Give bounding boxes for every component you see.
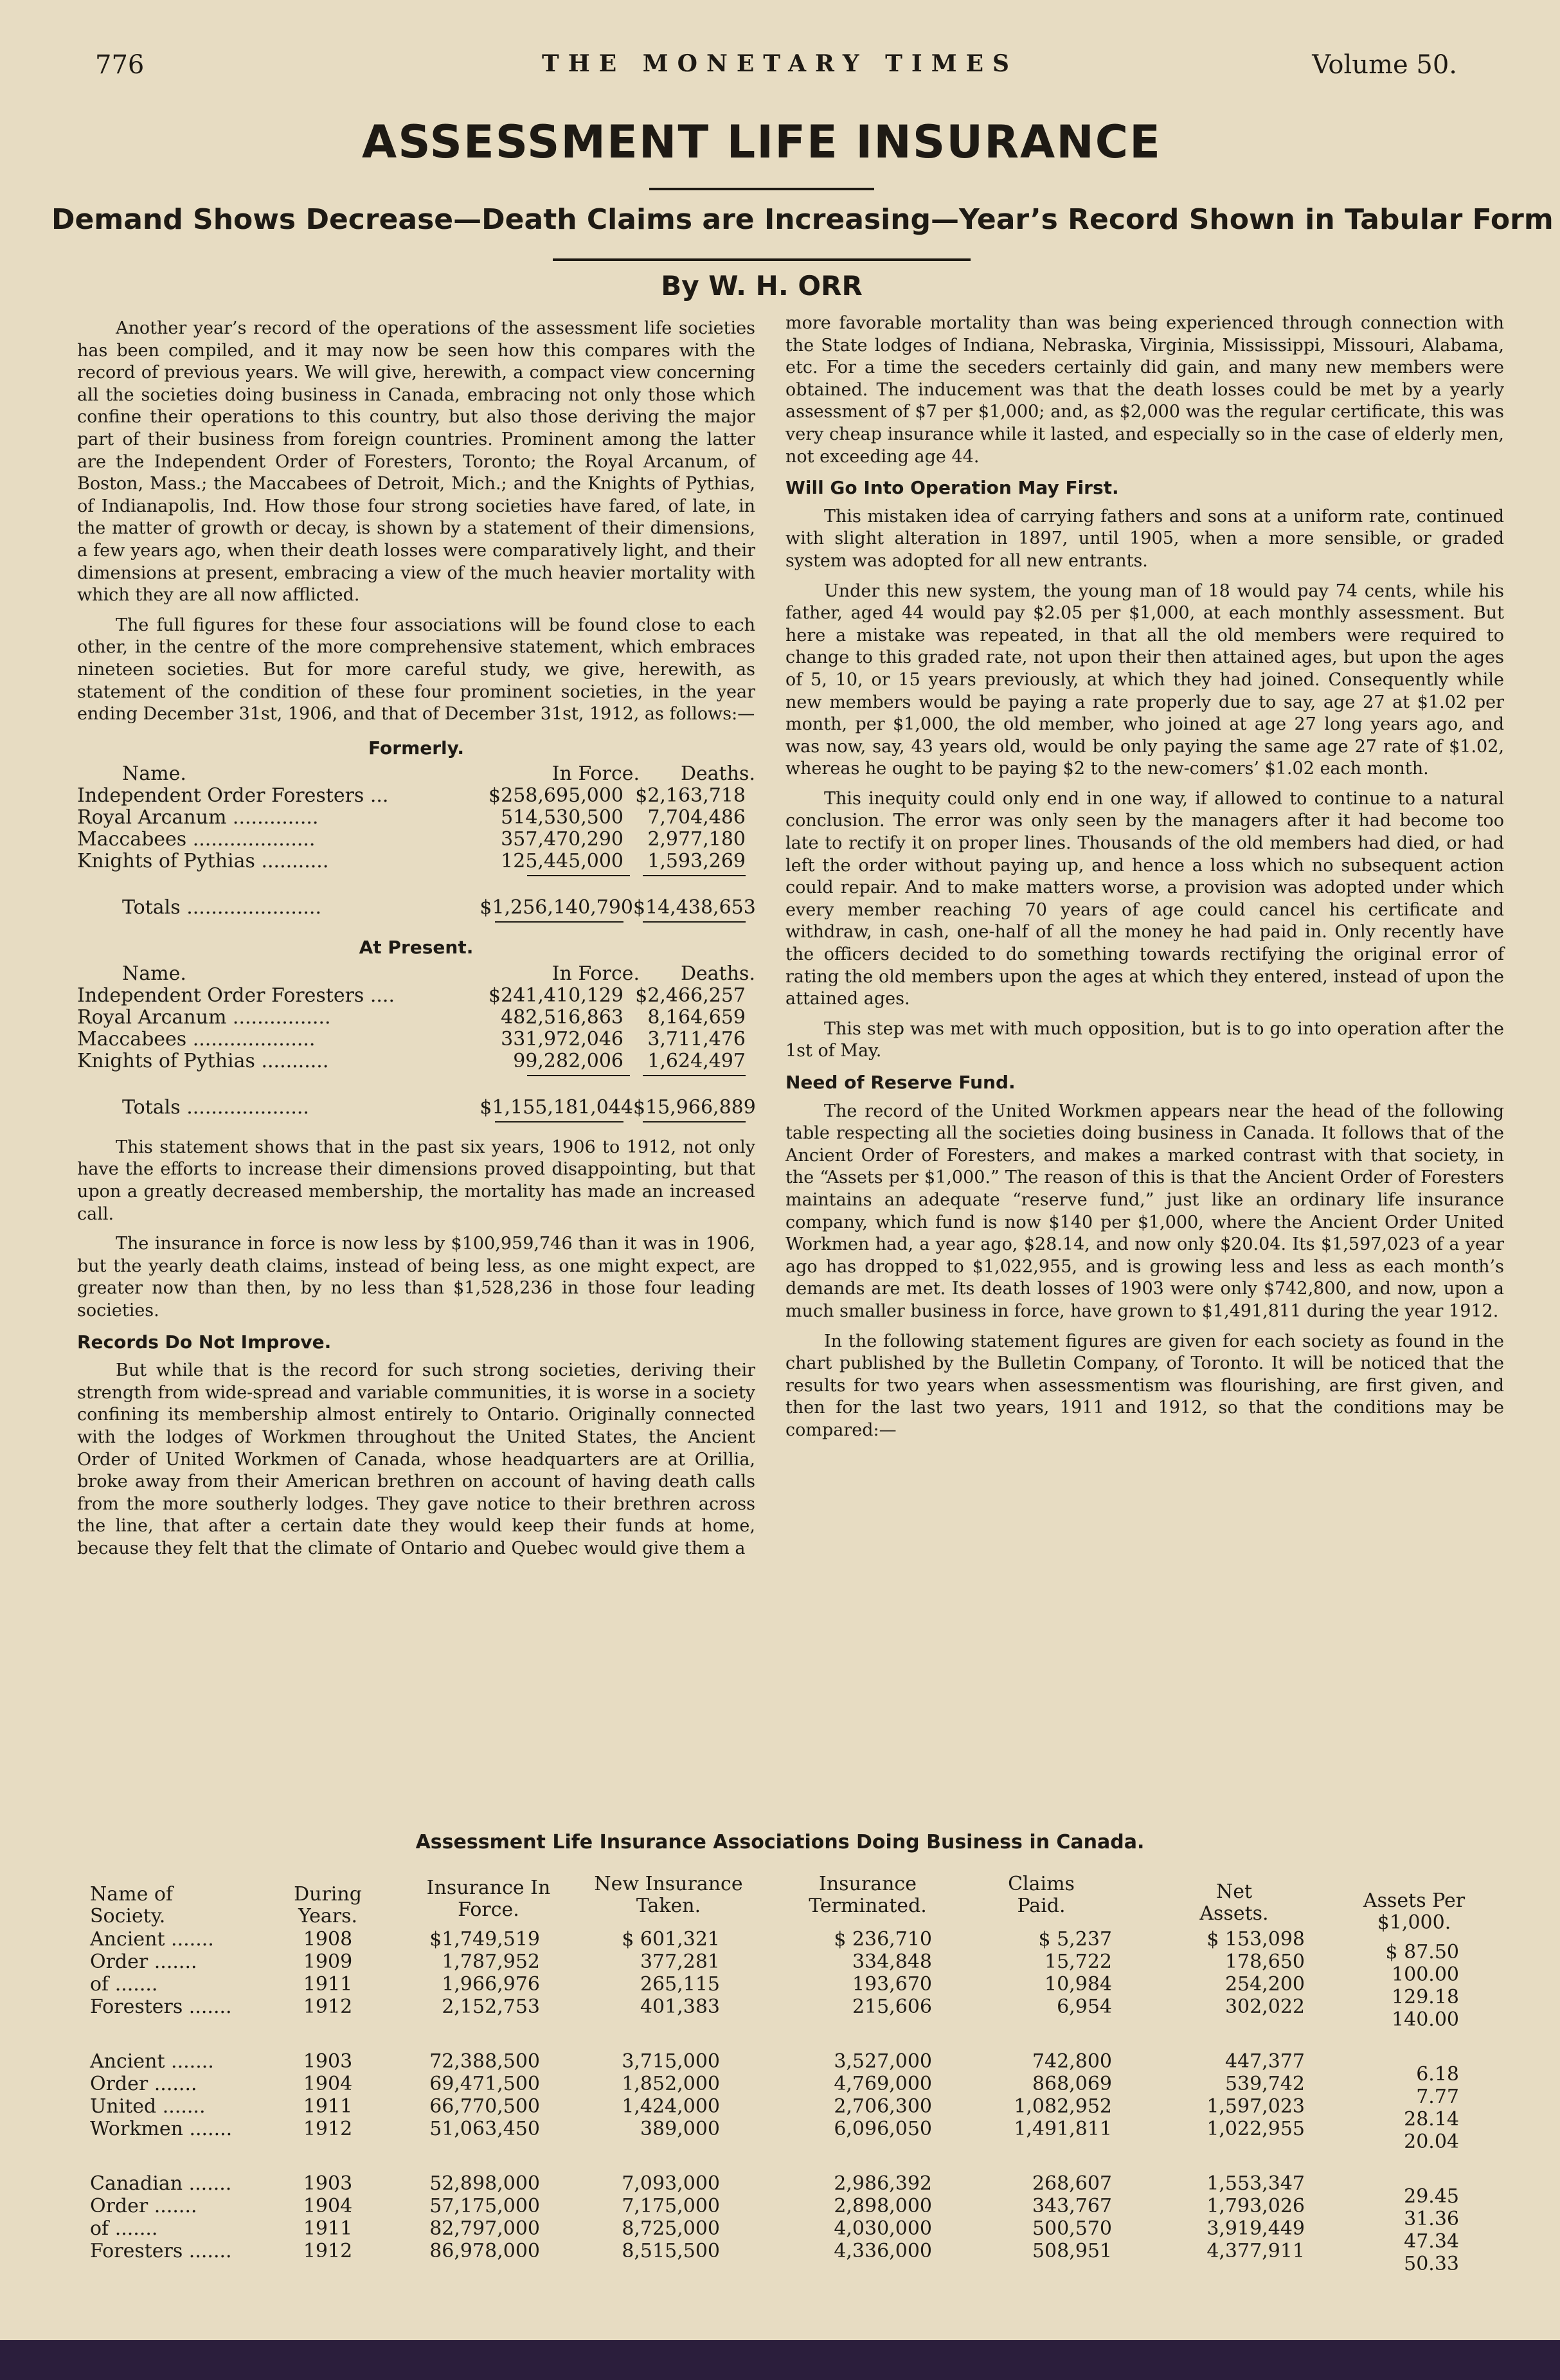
cell-year: 1912 — [303, 1996, 353, 2018]
cell-assets: 1,553,347 — [1206, 2172, 1305, 2195]
left-column — [77, 318, 755, 1568]
cell-term: 4,030,000 — [834, 2217, 932, 2240]
cell-per: 31.36 — [1404, 2208, 1459, 2230]
paragraph: This step was met with much opposition, but is to go into operation after the 1st of May. — [785, 1018, 1504, 1061]
header-new: New Insurance Taken. — [594, 1873, 743, 1917]
cell-term: 193,670 — [852, 1973, 932, 1996]
cell-claims: 10,984 — [1044, 1973, 1112, 1996]
cell-year: 1911 — [303, 1973, 353, 1996]
sum-rules — [77, 1072, 755, 1077]
cell-name: of ....... — [90, 2217, 158, 2240]
cell-year: 1903 — [303, 2050, 353, 2073]
cell-force: 57,175,000 — [429, 2195, 540, 2217]
statement-heading: At Present. — [359, 937, 474, 959]
cell-force: 69,471,500 — [429, 2073, 540, 2095]
cell-claims: 868,069 — [1032, 2073, 1112, 2095]
cell-term: $ 236,710 — [834, 1928, 932, 1951]
cell-force: 66,770,500 — [429, 2095, 540, 2118]
cell-claims: 268,607 — [1032, 2172, 1112, 2195]
row-name: Royal Arcanum ................ — [77, 1006, 331, 1029]
cell-term: 2,986,392 — [834, 2172, 932, 2195]
volume-label: Volume 50. — [1312, 50, 1457, 80]
cell-per: 100.00 — [1392, 1963, 1459, 1986]
cell-year: 1908 — [303, 1928, 353, 1951]
statement-total-row — [77, 897, 755, 919]
row-name: Maccabees .................... — [77, 1028, 316, 1050]
right-column — [785, 312, 1504, 1450]
cell-assets: 3,919,449 — [1206, 2217, 1305, 2240]
cell-assets: $ 153,098 — [1206, 1928, 1305, 1951]
cell-force: 86,978,000 — [429, 2240, 540, 2262]
cell-assets: 254,200 — [1224, 1973, 1305, 1996]
paragraph: The insurance in force is now less by $100,959,746 than it was in 1906, but the yearly death claims, instead of being less, as one might expect, are greater now than then, by no less than $1,528,236 in those four leading societies. — [77, 1234, 755, 1321]
paragraph: In the following statement figures are given for each society as found in the chart published by the Bulletin Company, of Toronto. It will be noticed that the results for two years when assessmentism was flourishing, are first given, and then for the last two years, 1911 and 1912, so that the conditions may be compared:— — [785, 1331, 1504, 1440]
statement-row — [77, 785, 755, 807]
col-force: In Force. — [551, 762, 640, 786]
cell-year: 1912 — [303, 2240, 353, 2262]
statement-header-row — [77, 763, 755, 785]
row-force: $241,410,129 — [489, 984, 623, 1007]
statement-row — [77, 1029, 755, 1050]
cell-new: 8,725,000 — [622, 2217, 720, 2240]
cell-force: 1,787,952 — [442, 1951, 540, 1973]
cell-force: 2,152,753 — [442, 1996, 540, 2018]
cell-claims: 6,954 — [1057, 1996, 1112, 2018]
sum-rules — [77, 1119, 755, 1124]
header-term: Insurance Terminated. — [809, 1873, 927, 1917]
cell-assets: 1,793,026 — [1206, 2195, 1305, 2217]
cell-assets: 539,742 — [1224, 2073, 1305, 2095]
row-force: 331,972,046 — [501, 1027, 623, 1050]
row-name: Knights of Pythias ........... — [77, 1050, 329, 1072]
cell-year: 1903 — [303, 2172, 353, 2195]
cell-force: 72,388,500 — [429, 2050, 540, 2073]
present-statement — [77, 937, 755, 1124]
cell-claims: $ 5,237 — [1038, 1928, 1112, 1951]
cell-name: Workmen ....... — [90, 2118, 233, 2140]
cell-term: 2,706,300 — [834, 2095, 932, 2118]
row-deaths: 1,593,269 — [647, 850, 746, 873]
cell-assets: 1,597,023 — [1206, 2095, 1305, 2118]
cell-per: 140.00 — [1392, 2008, 1459, 2031]
cell-name: Ancient ....... — [90, 2050, 214, 2073]
cell-year: 1909 — [303, 1951, 353, 1973]
cell-name: Canadian ....... — [90, 2172, 232, 2195]
total-deaths: $14,438,653 — [633, 896, 756, 919]
row-deaths: 7,704,486 — [647, 806, 746, 829]
statement-row — [77, 985, 755, 1007]
header-name: Name of Society. — [90, 1883, 174, 1927]
row-name: Knights of Pythias ........... — [77, 851, 329, 873]
total-label: Totals .................... — [122, 1096, 309, 1119]
row-force: 514,530,500 — [501, 806, 623, 829]
cell-claims: 500,570 — [1032, 2217, 1112, 2240]
cell-per: 7.77 — [1416, 2086, 1459, 2108]
cell-new: 7,175,000 — [622, 2195, 720, 2217]
table-title: Assessment Life Insurance Associations Doing Business in Canada. — [415, 1831, 1145, 1853]
byline: By W. H. ORR — [661, 270, 863, 302]
row-force: $258,695,000 — [489, 784, 623, 807]
cell-term: 4,769,000 — [834, 2073, 932, 2095]
total-label: Totals ...................... — [122, 897, 322, 919]
section-heading: Records Do Not Improve. — [77, 1331, 332, 1353]
article-title: ASSESSMENT LIFE INSURANCE — [362, 116, 1161, 168]
paragraph: This mistaken idea of carrying fathers and sons at a uniform rate, continued with slight alteration in 1897, until 1905, when a more sensible, or graded system was adopted for all new entrants. — [785, 506, 1504, 571]
cell-force: 52,898,000 — [429, 2172, 540, 2195]
header-force: Insurance In Force. — [426, 1877, 551, 1921]
paragraph: Another year’s record of the operations of the assessment life societies has been compiled, and it may now be seen how this compares with the record of previous years. We will give, herewith, a compact view concerning all the societies doing business in Canada, embracing not only those which confine their operations to this country, but also those deriving the major part of their business from foreign countries. Prominent among the latter are the Independent Order of Foresters, Toronto; the Royal Arcanum, of Boston, Mass.; the Maccabees of Detroit, Mich.; and the Knights of Pythias, of Indianapolis, Ind. How those four strong societies have fared, of late, in the matter of growth or decay, is shown by a statement of their dimensions, a few years ago, when their death losses were comparatively light, and their dimensions at present, embracing a view of the much heavier mortality with which they are all now afflicted. — [77, 318, 755, 606]
cell-term: 334,848 — [852, 1951, 932, 1973]
row-deaths: $2,163,718 — [635, 784, 746, 807]
cell-term: 215,606 — [852, 1996, 932, 2018]
row-deaths: 1,624,497 — [647, 1049, 746, 1072]
header-per: Assets Per $1,000. — [1363, 1889, 1466, 1934]
cell-year: 1912 — [303, 2118, 353, 2140]
paragraph: more favorable mortality than was being experienced through connection with the State lodges of Indiana, Nebraska, Virginia, Mississippi, Missouri, Alabama, etc. For a time the seceders certainly did gain, and many new members were obtained. The inducement was that the death losses could be met by a yearly assessment of $7 per $1,000; and, as $2,000 was the regular certificate, this was very cheap insurance while it lasted, and especially so in the case of elderly men, not exceeding age 44. — [785, 313, 1504, 467]
cell-force: 51,063,450 — [429, 2118, 540, 2140]
cell-new: 1,852,000 — [622, 2073, 720, 2095]
cell-per: 28.14 — [1404, 2108, 1459, 2131]
cell-term: 4,336,000 — [834, 2240, 932, 2262]
cell-per: 20.04 — [1404, 2131, 1459, 2153]
statement-row — [77, 829, 755, 851]
page-edge — [0, 2340, 1560, 2380]
total-force: $1,256,140,790 — [480, 896, 633, 919]
sum-rules — [77, 919, 755, 924]
statement-total-row — [77, 1097, 755, 1119]
cell-per: 129.18 — [1392, 1986, 1459, 2008]
cell-claims: 1,082,952 — [1014, 2095, 1112, 2118]
statement-heading: Formerly. — [368, 737, 464, 759]
row-force: 482,516,863 — [501, 1005, 623, 1029]
cell-new: 7,093,000 — [622, 2172, 720, 2195]
header-years: During Years. — [294, 1883, 362, 1927]
formerly-statement — [77, 737, 755, 924]
cell-term: 6,096,050 — [834, 2118, 932, 2140]
col-deaths: Deaths. — [680, 762, 755, 786]
cell-assets: 4,377,911 — [1206, 2240, 1305, 2262]
col-name: Name. — [122, 962, 186, 985]
cell-per: 6.18 — [1416, 2063, 1459, 2086]
cell-force: 82,797,000 — [429, 2217, 540, 2240]
row-name: Royal Arcanum .............. — [77, 807, 319, 829]
paragraph: But while that is the record for such strong societies, deriving their strength from wide-spread and variable communities, it is worse in a society confining its membership almost entirely to Ontario. Originally connected with the lodges of Workmen throughout the United States, the Ancient Order of United Workmen of Canada, whose headquarters are at Orillia, broke away from their American brethren on account of having death calls from the more southerly lodges. They gave notice to their brethren across the line, that after a certain date they would keep their funds at home, because they felt that the climate of Ontario and Quebec would give them a — [77, 1360, 755, 1558]
cell-force: $1,749,519 — [429, 1928, 540, 1951]
cell-assets: 178,650 — [1224, 1951, 1305, 1973]
cell-per: 47.34 — [1404, 2230, 1459, 2253]
col-force: In Force. — [551, 962, 640, 985]
header-claims: Claims Paid. — [1008, 1873, 1075, 1917]
row-name: Independent Order Foresters .... — [77, 984, 395, 1007]
statement-header-row — [77, 963, 755, 985]
cell-claims: 343,767 — [1032, 2195, 1112, 2217]
cell-assets: 447,377 — [1224, 2050, 1305, 2073]
row-name: Independent Order Foresters ... — [77, 785, 389, 807]
row-deaths: 2,977,180 — [647, 828, 746, 851]
cell-year: 1904 — [303, 2073, 353, 2095]
cell-name: Order ....... — [90, 2195, 197, 2217]
col-name: Name. — [122, 763, 186, 786]
paragraph: The full figures for these four associations will be found close to each other, in the centre of the more comprehensive statement, which embraces nineteen societies. But for more careful study, we give, herewith, as statement of the condition of these four prominent societies, in the year ending December 31st, 1906, and that of December 31st, 1912, as follows:— — [77, 615, 755, 725]
cell-claims: 508,951 — [1032, 2240, 1112, 2262]
paragraph: This statement shows that in the past six years, 1906 to 1912, not only have the efforts to increase their dimensions proved disappointing, but that upon a greatly decreased membership, the mortality has made an increased call. — [77, 1137, 755, 1224]
cell-assets: 302,022 — [1224, 1996, 1305, 2018]
statement-row — [77, 1007, 755, 1029]
row-force: 99,282,006 — [513, 1049, 623, 1072]
cell-per: 29.45 — [1404, 2185, 1459, 2208]
cell-year: 1911 — [303, 2095, 353, 2118]
paragraph: Under this new system, the young man of 18 would pay 74 cents, while his father, aged 44 would pay $2.05 per $1,000, at each monthly assessment. But here a mistake was repeated, in that all the old members were required to change to this graded rate, not upon their then attained ages, but upon the ages of 5, 10, or 15 years previously, at which they had joined. Consequently while new members would be paying a rate properly due to say, age 27 at $1.02 per month, per $1,000, the old member, who joined at age 27 long years ago, and was now, say, 43 years old, would be only paying the same age 27 rate of $1.02, whereas he ought to be paying $2 to the new-comers’ $1.02 each month. — [785, 581, 1504, 779]
cell-name: of ....... — [90, 1973, 158, 1996]
cell-claims: 15,722 — [1044, 1951, 1112, 1973]
cell-new: 389,000 — [640, 2118, 720, 2140]
cell-new: 401,383 — [640, 1996, 720, 2018]
subtitle-rule — [553, 258, 971, 261]
section-heading: Need of Reserve Fund. — [785, 1072, 1016, 1093]
cell-new: 8,515,500 — [622, 2240, 720, 2262]
cell-name: Foresters ....... — [90, 1996, 232, 2018]
paragraph: This inequity could only end in one way, if allowed to continue to a natural conclusion. The error was only seen by the managers after it had become too late to rectify it on proper lines. Thousands of the old members had died, or had left the order without paying up, and hence a loss which no subsequent action could repair. And to make matters worse, a provision was adopted under which every member reaching 70 years of age could cancel his certificate and withdraw, in cash, one-half of all the money he had paid in. Only recently have the officers decided to do something towards rectifying the original error of rating the old members upon the ages at which they entered, instead of upon the attained ages. — [785, 788, 1504, 1009]
cell-new: 265,115 — [640, 1973, 720, 1996]
paragraph: The record of the United Workmen appears near the head of the following table respecting all the societies doing business in Canada. It follows that of the Ancient Order of Foresters, and makes a marked contrast with that society, in the “Assets per $1,000.” The reason of this is that the Ancient Order of Foresters maintains an adequate “reserve fund,” just like an ordinary life insurance company, which fund is now $140 per $1,000, where the Ancient Order United Workmen had, a year ago, $28.14, and now only $20.04. Its $1,597,023 of a year ago has dropped to $1,022,955, and is growing less and less as each month’s demands are met. Its death losses of 1903 were only $742,800, and now, upon a much smaller business in force, have grown to $1,491,811 during the year 1912. — [785, 1101, 1504, 1321]
total-deaths: $15,966,889 — [633, 1095, 756, 1119]
sum-rules — [77, 872, 755, 878]
title-rule — [649, 188, 874, 190]
cell-name: United ....... — [90, 2095, 206, 2118]
row-deaths: $2,466,257 — [635, 984, 746, 1007]
cell-per: 50.33 — [1404, 2253, 1459, 2275]
cell-term: 3,527,000 — [834, 2050, 932, 2073]
journal-title: THE MONETARY TIMES — [541, 50, 1019, 77]
col-deaths: Deaths. — [680, 962, 755, 985]
cell-name: Order ....... — [90, 2073, 197, 2095]
row-force: 357,470,290 — [501, 828, 623, 851]
page-number: 776 — [95, 50, 145, 80]
statement-row — [77, 851, 755, 872]
cell-per: $ 87.50 — [1385, 1941, 1459, 1963]
cell-claims: 742,800 — [1032, 2050, 1112, 2073]
cell-new: $ 601,321 — [622, 1928, 720, 1951]
header-assets: Net Assets. — [1199, 1880, 1269, 1925]
cell-year: 1911 — [303, 2217, 353, 2240]
cell-term: 2,898,000 — [834, 2195, 932, 2217]
row-deaths: 8,164,659 — [647, 1005, 746, 1029]
cell-assets: 1,022,955 — [1206, 2118, 1305, 2140]
cell-claims: 1,491,811 — [1014, 2118, 1112, 2140]
cell-name: Foresters ....... — [90, 2240, 232, 2262]
cell-new: 3,715,000 — [622, 2050, 720, 2073]
statement-row — [77, 1050, 755, 1072]
row-force: 125,445,000 — [501, 850, 623, 873]
cell-new: 377,281 — [640, 1951, 720, 1973]
row-deaths: 3,711,476 — [647, 1027, 746, 1050]
cell-year: 1904 — [303, 2195, 353, 2217]
cell-force: 1,966,976 — [442, 1973, 540, 1996]
total-force: $1,155,181,044 — [480, 1095, 633, 1119]
statement-row — [77, 807, 755, 829]
row-name: Maccabees .................... — [77, 829, 316, 851]
article-subtitle: Demand Shows Decrease—Death Claims are Increasing—Year’s Record Shown in Tabular Form — [51, 203, 1554, 236]
section-heading: Will Go Into Operation May First. — [785, 477, 1119, 499]
cell-name: Order ....... — [90, 1951, 197, 1973]
cell-new: 1,424,000 — [622, 2095, 720, 2118]
cell-name: Ancient ....... — [90, 1928, 214, 1951]
